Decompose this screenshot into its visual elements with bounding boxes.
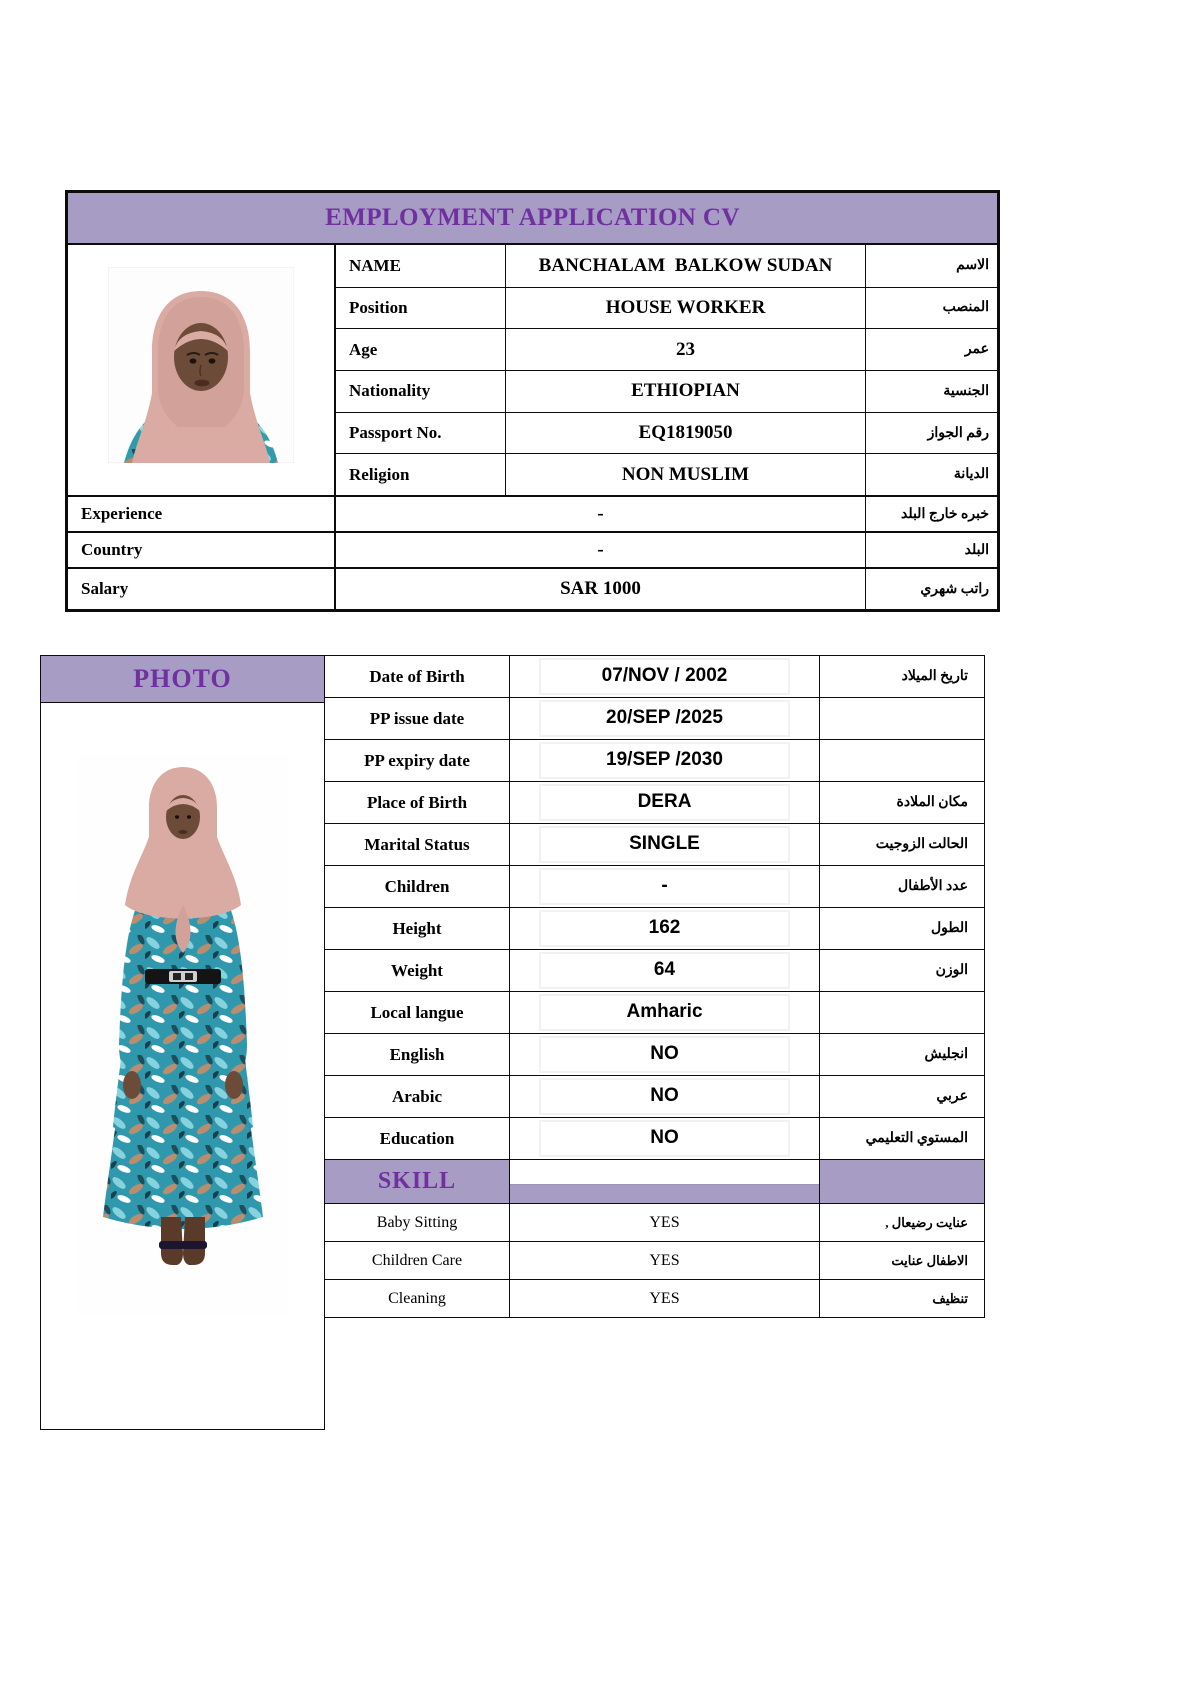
row-label: Position (336, 288, 506, 329)
row-label-arabic: عدد الأطفال (820, 866, 985, 907)
row-label-arabic: الاسم (956, 258, 989, 274)
row-value: NO (541, 1038, 788, 1071)
row-label-arabic: عربي (820, 1076, 985, 1117)
table-row (336, 328, 997, 370)
row-value: - (336, 533, 866, 567)
row-value: NO (541, 1122, 788, 1155)
row-label: Nationality (336, 371, 506, 412)
skill-section-label: SKILL (377, 1168, 457, 1194)
row-label-arabic: الطول (820, 908, 985, 949)
applicant-fullbody-photo (77, 755, 289, 1315)
row-value: ETHIOPIAN (506, 371, 866, 412)
table-row (336, 245, 997, 287)
table-row (325, 1076, 985, 1118)
table-row (68, 495, 997, 531)
table-row (325, 1242, 985, 1280)
row-label: Passport No. (336, 413, 506, 454)
row-label: NAME (336, 245, 506, 287)
row-label: Place of Birth (325, 782, 510, 823)
row-label-arabic: المستوي التعليمي (820, 1118, 985, 1159)
row-value: 19/SEP /2030 (541, 744, 788, 777)
table-row (325, 782, 985, 824)
table-row (336, 370, 997, 412)
row-value: NON MUSLIM (506, 454, 866, 495)
row-label: Marital Status (325, 824, 510, 865)
row-label: Date of Birth (325, 656, 510, 697)
row-label: Children (325, 866, 510, 907)
row-label: Weight (325, 950, 510, 991)
row-value: SINGLE (541, 828, 788, 861)
row-label-arabic: الوزن (820, 950, 985, 991)
row-label-arabic: الحالت الزوجيت (820, 824, 985, 865)
row-value: YES (541, 1246, 788, 1276)
applicant-headshot-photo (108, 267, 294, 463)
row-value: BANCHALAM BALKOW SUDAN (506, 245, 866, 287)
row-value: EQ1819050 (506, 413, 866, 454)
row-label: English (325, 1034, 510, 1075)
photo-section-header (40, 655, 325, 703)
row-value: 07/NOV / 2002 (541, 660, 788, 693)
row-label: PP expiry date (325, 740, 510, 781)
table-row (325, 656, 985, 698)
table-row (325, 950, 985, 992)
row-label-arabic: الديانة (953, 467, 989, 483)
row-value: 23 (506, 329, 866, 370)
row-value: YES (541, 1284, 788, 1314)
row-value: YES (541, 1208, 788, 1238)
row-label: Education (325, 1118, 510, 1159)
row-label-arabic (820, 992, 985, 1033)
row-value: NO (541, 1080, 788, 1113)
details-table (40, 655, 985, 1430)
row-label-arabic: الاطفال عنايت (820, 1242, 985, 1279)
table-row (325, 1118, 985, 1160)
row-label: Height (325, 908, 510, 949)
table-row (68, 567, 997, 609)
table-row (325, 1204, 985, 1242)
row-label-arabic: البلد (964, 542, 989, 558)
row-label: Baby Sitting (325, 1204, 510, 1241)
table-row (68, 531, 997, 567)
row-label-arabic: مكان الملادة (820, 782, 985, 823)
fullbody-photo-cell (40, 703, 325, 1430)
skill-header-right-cell (820, 1160, 985, 1203)
row-label-arabic: عمر (964, 342, 989, 358)
row-label: Salary (68, 569, 336, 609)
row-label: Arabic (325, 1076, 510, 1117)
row-label: Experience (68, 497, 336, 531)
row-label: Local langue (325, 992, 510, 1033)
skill-section-header (325, 1160, 985, 1204)
row-label: Cleaning (325, 1280, 510, 1317)
row-value: 162 (541, 912, 788, 945)
row-label-arabic: المنصب (942, 300, 989, 316)
row-label-arabic: رقم الجواز (927, 425, 989, 441)
row-label-arabic (820, 740, 985, 781)
table-row (325, 992, 985, 1034)
row-value: - (541, 870, 788, 903)
row-label-arabic (820, 698, 985, 739)
row-value: 64 (541, 954, 788, 987)
table-row (325, 908, 985, 950)
headshot-photo-cell (68, 245, 336, 495)
row-value: - (336, 497, 866, 531)
row-value: 20/SEP /2025 (541, 702, 788, 735)
table-row (336, 412, 997, 454)
row-label-arabic: تنظيف (820, 1280, 985, 1317)
row-label-arabic: خبره خارج البلد (900, 506, 989, 522)
table-row (325, 1280, 985, 1318)
row-label: Children Care (325, 1242, 510, 1279)
row-value: SAR 1000 (336, 569, 866, 609)
table-row (325, 698, 985, 740)
table-row (325, 866, 985, 908)
row-label-arabic: تاريخ الميلاد (820, 656, 985, 697)
row-label-arabic: عنايت رضيعال , (820, 1204, 985, 1241)
row-label: Country (68, 533, 336, 567)
table-row (325, 1034, 985, 1076)
row-label-arabic: راتب شهري (920, 581, 989, 597)
document-title-bar (68, 193, 997, 243)
row-label-arabic: الجنسية (943, 383, 989, 399)
table-row (336, 453, 997, 495)
skill-header-middle-cell (510, 1160, 820, 1203)
photo-section-label: PHOTO (133, 664, 232, 693)
row-label: PP issue date (325, 698, 510, 739)
table-row (325, 740, 985, 782)
row-value: DERA (541, 786, 788, 819)
table-row (336, 287, 997, 329)
table-row (325, 824, 985, 866)
document-title: EMPLOYMENT APPLICATION CV (325, 204, 740, 231)
row-label-arabic: انجليش (820, 1034, 985, 1075)
row-value: HOUSE WORKER (506, 288, 866, 329)
row-label: Age (336, 329, 506, 370)
profile-table (65, 190, 1000, 612)
row-label: Religion (336, 454, 506, 495)
row-value: Amharic (541, 996, 788, 1029)
